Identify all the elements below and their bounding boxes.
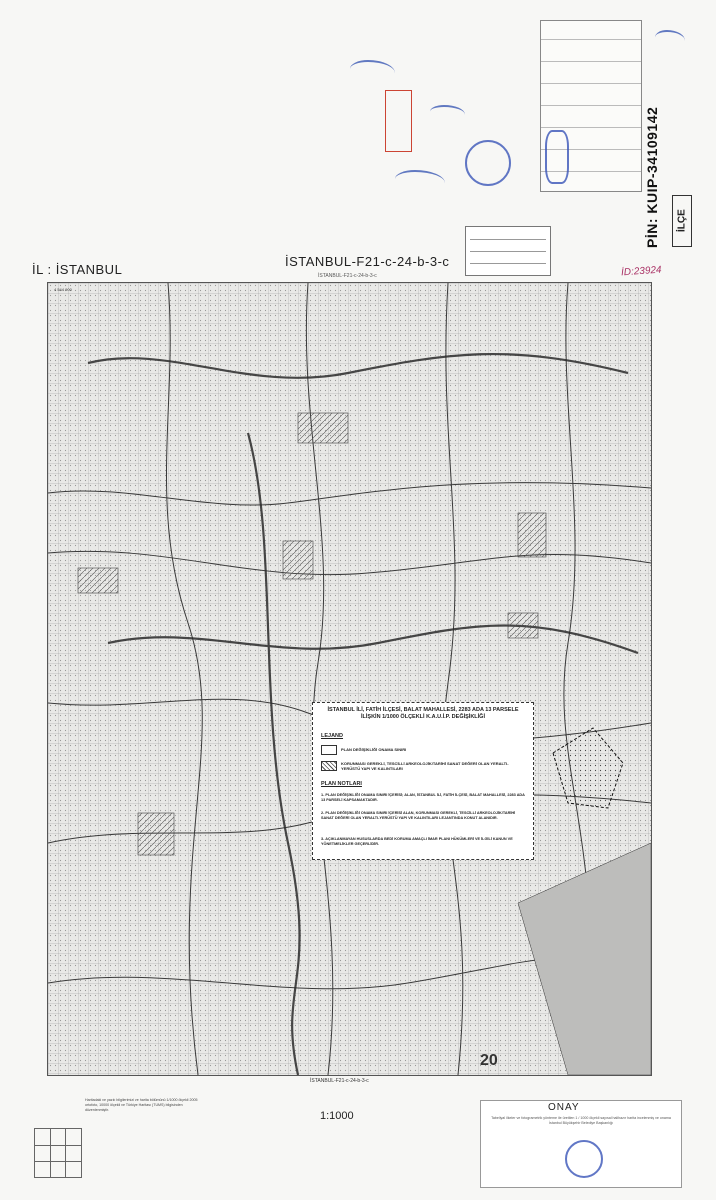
legend-item-boundary: PLAN DEĞİŞİKLİĞİ ONAMA SINIRI <box>341 747 407 752</box>
legend-box <box>312 702 534 860</box>
notes-header: PLAN NOTLARI <box>321 781 362 787</box>
sheet-index-grid <box>34 1128 82 1178</box>
boundary-swatch <box>321 745 337 755</box>
seal-stamp <box>465 140 511 186</box>
legend-item-heritage: KORUNMASI GEREKLİ, TESCİLLİ ARKEOLOJİK/TARİHİ SANAT DEĞERİ OLAN YERALTI-YERÜSTÜ YAPI VE KALINTILARI <box>341 761 509 771</box>
seal-stamp <box>545 130 569 184</box>
sheet-title: İSTANBUL-F21-c-24-b-3-c <box>285 254 450 269</box>
heritage-swatch <box>321 761 337 771</box>
approval-title: ONAY <box>548 1102 580 1113</box>
reference-id: İD:23924 <box>620 264 662 279</box>
sheet-subtitle: İSTANBUL-F21-c-24-b-3-c <box>318 273 377 279</box>
ilce-tab: İLÇE <box>672 195 692 247</box>
left-note: Haritadaki ve yazılı bilgilerimizi ve harita bölümünü 1/1000 ölçekli 2005 ortofoto, 10000 ölçekli ve Türkiye Haritası (TUMS) bilgisinden düzenlenmiştir. <box>85 1098 198 1112</box>
map-number: 20 <box>480 1052 498 1069</box>
map-scale: 1:1000 <box>320 1110 354 1122</box>
plan-note-1: 1- PLAN DEĞİŞİKLİĞİ ONAMA SINIRI İÇERİSİ; ALAN, İSTANBUL İLİ, FATİH İLÇESİ, BALAT MAHALLESİ, 2283 ADA 13 PARSELİ KAPSAMAKTADIR. <box>321 793 525 802</box>
corner-coordinate: 4 544 900 <box>54 287 72 292</box>
office-stamp <box>385 90 412 152</box>
approval-text: Tabeliyal ilkeler ve fotogrametrik yönteme ile üretilen 1 / 1000 ölçekli sayısal halihazır harita incelenmiş ve onama İstanbul Büyükşehir Belediye Başkanlığı <box>491 1116 671 1125</box>
signature <box>655 30 685 48</box>
province-label: İL : İSTANBUL <box>32 262 123 277</box>
cadastral-map <box>47 282 652 1076</box>
approval-seal <box>565 1140 603 1178</box>
plan-stamp-box <box>465 226 551 276</box>
signature <box>430 105 465 121</box>
plan-note-2: 2- PLAN DEĞİŞİKLİĞİ ONAMA SINIRI İÇERİSİ ALAN, KORUNMASI GEREKLİ, TESCİLLİ ARKEOLOJİK/TARİHİ SANAT DEĞERİ OLAN YERALTI-YERÜSTÜ YAPI VE KALINTILARI LEJANTINDA KONUT ALANIDIR. <box>321 811 516 820</box>
signature <box>395 170 445 192</box>
sheet-bottom-label: İSTANBUL-F21-c-24-b-3-c <box>310 1078 369 1084</box>
plan-note-3: 3- AÇIKLANMAYAN HUSUSLARDA BEDİ KORUMA AMAÇLI İMAR PLANI HÜKÜMLERİ VE İLGİLİ KANUN VE YÖNETMELİKLER GEÇERLİDİR. <box>321 837 513 846</box>
legend-header: LEJAND <box>321 733 344 739</box>
map-drawing <box>48 283 651 1075</box>
legend-title: İSTANBUL İLİ, FATİH İLÇESİ, BALAT MAHALLESİ, 2283 ADA 13 PARSELE İLİŞKİN 1/1000 ÖLÇEKLİ K.A.U.İ.P. DEĞİŞİKLİĞİ <box>327 707 519 720</box>
pin-label: PİN: KUIP-34109142 <box>644 106 660 248</box>
signature <box>350 60 395 82</box>
